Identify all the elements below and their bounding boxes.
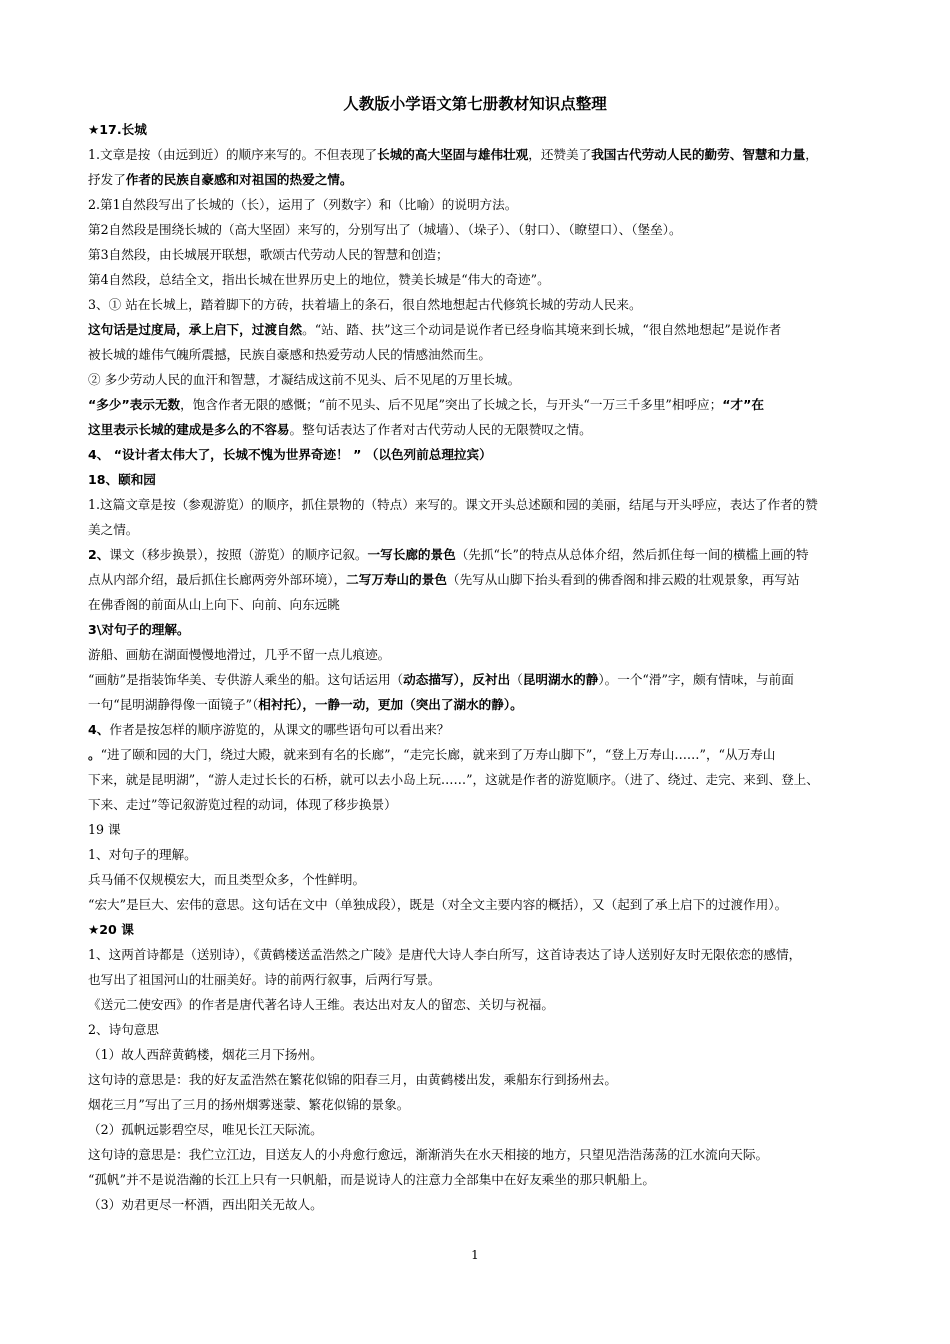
bold-text: 4、 “设计者太伟大了，长城不愧为世界奇迹！ ” （以色列前总理拉宾） — [88, 447, 492, 462]
bold-text: 一写长廊的景色 — [367, 547, 456, 562]
text-line — [88, 617, 888, 642]
text-line — [88, 817, 888, 842]
text-run: 一句“昆明湖静得像一面镜子”（ — [88, 697, 259, 712]
text-run: “进了颐和园的大门，绕过大殿，就来到有名的长廊”，“走完长廊，就来到了万寿山脚下”，“登上万寿山……”，“从万寿山 — [100, 747, 776, 762]
bold-text: 长城的高大坚固与雄伟壮观 — [377, 147, 529, 162]
text-line — [88, 192, 888, 217]
text-line — [88, 1117, 888, 1142]
bold-text: 这里表示长城的建成是多么的不容易 — [88, 422, 290, 437]
text-run: 。整句话表达了作者对古代劳动人民的无限赞叹之情。 — [289, 422, 592, 437]
document-body — [88, 117, 888, 1217]
text-run: 课文（移步换景），按照（游览）的顺序记叙。 — [109, 547, 368, 562]
text-run: ，还赞美了 — [528, 147, 592, 162]
bold-text: 3\对句子的理解。 — [88, 622, 190, 637]
text-run: 1、这两首诗都是（送别诗），《黄鹤楼送孟浩然之广陵》是唐代大诗人李白所写，这首诗表达了诗人送别好友时无限依恋的感情， — [88, 947, 802, 962]
bold-text: ★20 课 — [88, 922, 134, 937]
text-line — [88, 492, 888, 517]
text-line — [88, 1092, 888, 1117]
bold-text: 相衬托），一静一动，更加（突出了湖水的静）。 — [258, 697, 523, 712]
text-line — [88, 717, 888, 742]
text-run: 作者是按怎样的顺序游览的，从课文的哪些语句可以看出来？ — [109, 722, 450, 737]
bold-text: 4、 — [88, 722, 110, 737]
text-run: 1、对句子的理解。 — [88, 847, 197, 862]
bold-text: 动态描写），反衬出 — [403, 672, 511, 687]
bold-text: 18、颐和园 — [88, 472, 156, 487]
text-line — [88, 642, 888, 667]
text-line — [88, 267, 888, 292]
text-line — [88, 967, 888, 992]
text-run: 在佛香阁的前面从山上向下、向前、向东远眺 — [88, 597, 340, 612]
text-line — [88, 742, 888, 767]
text-line — [88, 167, 888, 192]
text-run: ）。一个“滑”字，颇有情味，与前面 — [598, 672, 794, 687]
text-line — [88, 1017, 888, 1042]
text-run: 点从内部介绍，最后抓住长廊两旁外部环境）， — [88, 572, 347, 587]
text-run: “宏大”是巨大、宏伟的意思。这句话在文中（单独成段），既是（对全文主要内容的概括），又（起到了承上启下的过渡作用）。 — [88, 897, 788, 912]
text-run: （2）孤帆远影碧空尽，唯见长江天际流。 — [88, 1122, 323, 1137]
text-run: 第4自然段，总结全文，指出长城在世界历史上的地位，赞美长城是“伟大的奇迹”。 — [88, 272, 550, 287]
text-run: ② 多少劳动人民的血汗和智慧，才凝结成这前不见头、后不见尾的万里长城。 — [88, 372, 521, 387]
bold-text: ★17.长城 — [88, 122, 147, 137]
text-run: 这句诗的意思是：我伫立江边，目送友人的小舟愈行愈远，渐渐消失在水天相接的地方，只望见浩浩荡荡的江水流向天际。 — [88, 1147, 769, 1162]
text-run: 1.这篇文章是按（参观游览）的顺序，抓住景物的（特点）来写的。课文开头总述颐和园的美丽，结尾与开头呼应，表达了作者的赞 — [88, 497, 818, 512]
bold-text: 我国古代劳动人民的勤劳、智慧和力量 — [591, 147, 806, 162]
text-line — [88, 992, 888, 1017]
text-run: ，饱含作者无限的感慨；“前不见头、后不见尾”突出了长城之长，与开头“一万三千多里”相呼应； — [180, 397, 723, 412]
text-line — [88, 1042, 888, 1067]
text-run: 第2自然段是围绕长城的（高大坚固）来写的，分别写出了（城墙）、（垛子）、（射口）、（瞭望口）、（堡垒）。 — [88, 222, 682, 237]
text-line — [88, 842, 888, 867]
text-run: 抒发了 — [88, 172, 126, 187]
bold-text: 。 — [88, 747, 101, 762]
text-line — [88, 392, 888, 417]
text-run: 兵马俑不仅规模宏大，而且类型众多，个性鲜明。 — [88, 872, 366, 887]
text-line — [88, 1142, 888, 1167]
text-run: 2、诗句意思 — [88, 1022, 159, 1037]
text-run: （1）故人西辞黄鹤楼，烟花三月下扬州。 — [88, 1047, 323, 1062]
text-line — [88, 542, 888, 567]
text-line — [88, 217, 888, 242]
text-line — [88, 692, 888, 717]
text-line — [88, 292, 888, 317]
text-line — [88, 442, 888, 467]
bold-text: “多少”表示无数 — [88, 397, 181, 412]
bold-text: 二写万寿山的景色 — [346, 572, 447, 587]
text-run: 3、① 站在长城上，踏着脚下的方砖，扶着墙上的条石，很自然地想起古代修筑长城的劳动人民来。 — [88, 297, 642, 312]
text-line — [88, 467, 888, 492]
text-line — [88, 342, 888, 367]
bold-text: 这句话是过度局，承上启下，过渡自然 — [88, 322, 303, 337]
text-run: （先抓“长”的特点从总体介绍，然后抓住每一间的横槛上画的特 — [455, 547, 809, 562]
text-line — [88, 567, 888, 592]
bold-text: “才”在 — [722, 397, 764, 412]
bold-text: 2、 — [88, 547, 110, 562]
text-run: “孤帆”并不是说浩瀚的长江上只有一只帆船，而是说诗人的注意力全部集中在好友乘坐的那只帆船上。 — [88, 1172, 656, 1187]
text-run: 这句诗的意思是：我的好友孟浩然在繁花似锦的阳春三月，由黄鹤楼出发，乘船东行到扬州去。 — [88, 1072, 617, 1087]
text-run: ， — [805, 147, 818, 162]
text-line — [88, 767, 888, 792]
text-run: 2.第1自然段写出了长城的（长），运用了（列数字）和（比喻）的说明方法。 — [88, 197, 518, 212]
text-line — [88, 942, 888, 967]
text-line — [88, 142, 888, 167]
text-line — [88, 592, 888, 617]
text-run: 1.文章是按（由远到近）的顺序来写的。不但表现了 — [88, 147, 378, 162]
text-line — [88, 367, 888, 392]
text-line — [88, 517, 888, 542]
text-run: 游船、画舫在湖面慢慢地滑过，几乎不留一点儿痕迹。 — [88, 647, 391, 662]
bold-text: 昆明湖水的静 — [522, 672, 599, 687]
text-line — [88, 667, 888, 692]
text-line — [88, 317, 888, 342]
text-run: 下来、走过”等记叙游览过程的动词，体现了移步换景） — [88, 797, 397, 812]
text-line — [88, 917, 888, 942]
text-line — [88, 892, 888, 917]
text-run: 第3自然段，由长城展开联想，歌颂古代劳动人民的智慧和创造； — [88, 247, 449, 262]
page-number: 1 — [471, 1248, 479, 1262]
text-run: 下来，就是昆明湖”，“游人走过长长的石桥，就可以去小岛上玩……”，这就是作者的游览顺序。（进了、绕过、走完、来到、登上、 — [88, 772, 819, 787]
text-run: 被长城的雄伟气魄所震撼，民族自豪感和热爱劳动人民的情感油然而生。 — [88, 347, 491, 362]
text-line — [88, 1067, 888, 1092]
text-line — [88, 867, 888, 892]
text-line — [88, 417, 888, 442]
text-run: （3）劝君更尽一杯酒，西出阳关无故人。 — [88, 1197, 323, 1212]
text-run: （先写从山脚下抬头看到的佛香阁和排云殿的壮观景象，再写站 — [446, 572, 800, 587]
text-line — [88, 242, 888, 267]
text-run: 美之情。 — [88, 522, 139, 537]
text-run: （ — [510, 672, 523, 687]
text-line — [88, 117, 888, 142]
text-run: 。“站、踏、扶”这三个动词是说作者已经身临其境来到长城，“很自然地想起”是说作者 — [302, 322, 782, 337]
document-title: 人教版小学语文第七册教材知识点整理 — [343, 95, 607, 113]
text-run: 也写出了祖国河山的壮丽美好。诗的前两行叙事，后两行写景。 — [88, 972, 441, 987]
text-line — [88, 1167, 888, 1192]
text-run: “画舫”是指装饰华美、专供游人乘坐的船。这句话运用（ — [88, 672, 404, 687]
text-run: 《送元二使安西》的作者是唐代著名诗人王维。表达出对友人的留恋、关切与祝福。 — [88, 997, 554, 1012]
bold-text: 作者的民族自豪感和对祖国的热爱之情。 — [125, 172, 353, 187]
text-line — [88, 792, 888, 817]
text-run: 烟花三月”写出了三月的扬州烟雾迷蒙、繁花似锦的景象。 — [88, 1097, 410, 1112]
text-run: 19 课 — [88, 822, 121, 837]
text-line — [88, 1192, 888, 1217]
